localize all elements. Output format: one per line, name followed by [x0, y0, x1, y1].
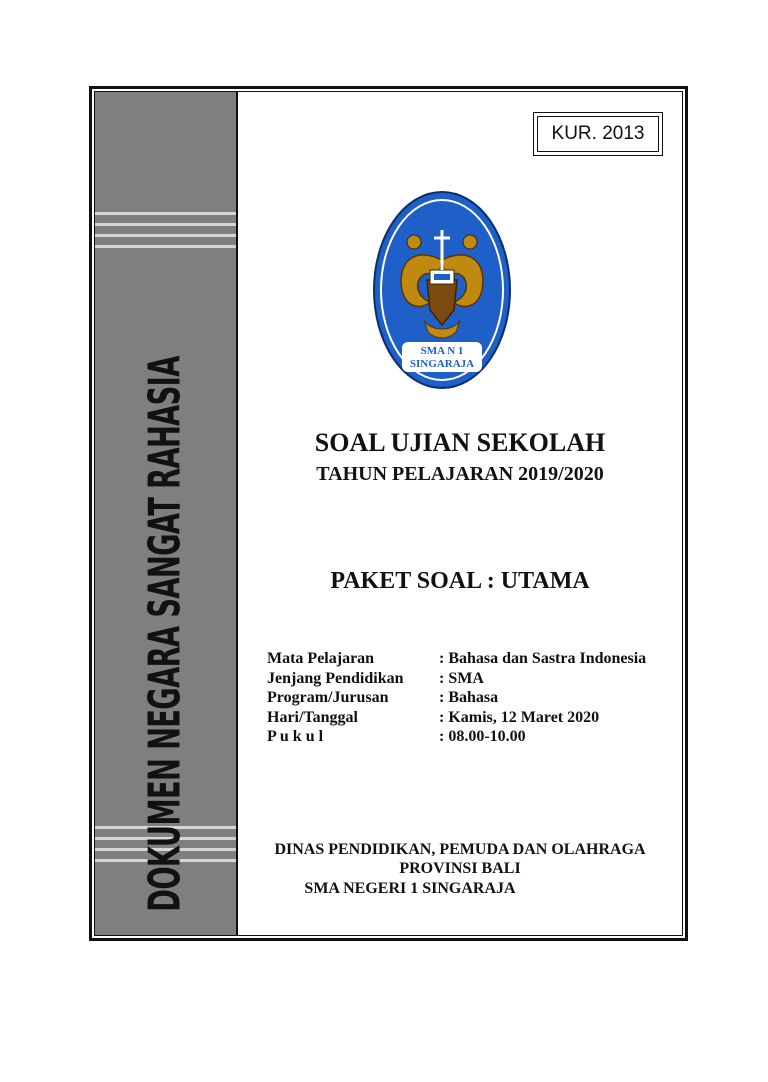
question-package: PAKET SOAL : UTAMA: [330, 568, 590, 594]
footer-school: SMA NEGERI 1 SINGARAJA: [304, 880, 516, 897]
curriculum-badge: [533, 112, 663, 156]
confidential-vertical-title: DOKUMEN NEGARA SANGAT RAHASIA: [139, 356, 191, 912]
academic-year: TAHUN PELAJARAN 2019/2020: [316, 463, 604, 485]
footer-province: PROVINSI BALI: [399, 860, 521, 877]
logo-line2: SINGARAJA: [409, 358, 475, 370]
document-title: SOAL UJIAN SEKOLAH: [314, 428, 606, 457]
logo-line1: SMA N 1: [420, 345, 464, 357]
curriculum-badge-label: KUR. 2013: [537, 116, 659, 152]
school-logo: [372, 190, 512, 390]
sidebar: [95, 92, 238, 935]
footer-agency: DINAS PENDIDIKAN, PEMUDA DAN OLAHRAGA: [274, 841, 646, 858]
